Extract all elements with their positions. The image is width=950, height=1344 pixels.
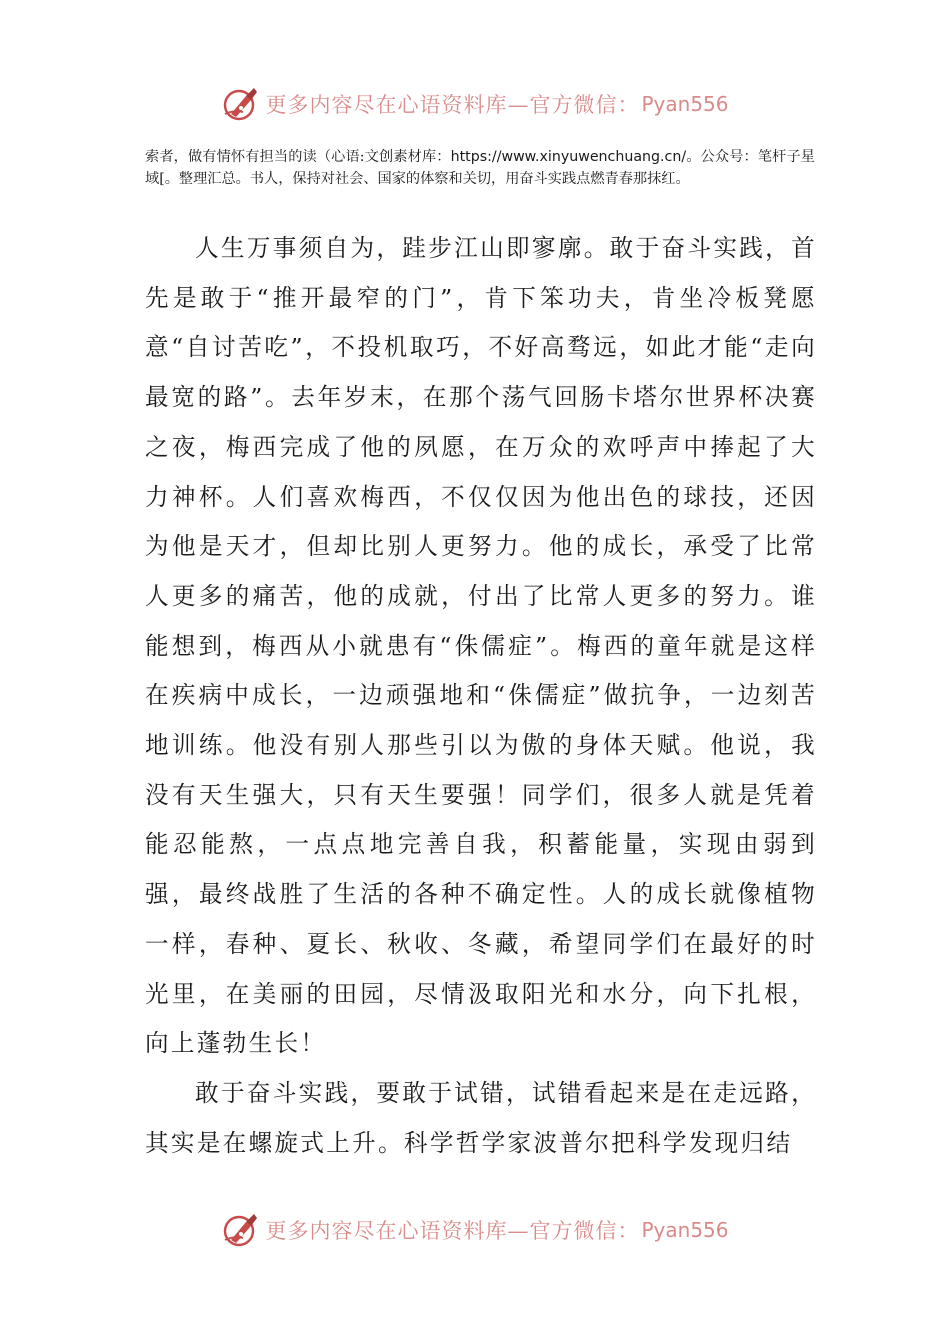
pen-nib-circle-icon [221, 1210, 261, 1250]
intro-text-after-url: 。公众号：笔杆子星域[。整理汇总。书人，保持对社会、国家的体察和关切，用奋斗实践点燃青春那抹红。 [145, 149, 815, 187]
footer-wechat-id: Pyan556 [641, 1218, 729, 1242]
article-body [145, 224, 817, 1168]
footer-banner-text: 更多内容尽在心语资料库—官方微信： [265, 1219, 640, 1243]
header-wechat-id: Pyan556 [641, 92, 729, 116]
header-banner [0, 82, 950, 126]
pen-nib-circle-icon [221, 84, 261, 124]
intro-text-before-url: 索者，做有情怀有担当的读（心语:文创素材库： [145, 149, 451, 165]
intro-text [145, 146, 815, 190]
intro-url[interactable]: https://www.xinyuwenchuang.cn/ [450, 149, 687, 165]
footer-banner [0, 1208, 950, 1252]
paragraph-1: 人生万事须自为，跬步江山即寥廓。敢于奋斗实践，首先是敢于“推开最窄的门”，肯下笨功夫，肯坐冷板凳愿意“自讨苦吃”，不投机取巧，不好高骛远，如此才能“走向最宽的路”。去年岁末，在那个荡气回肠卡塔尔世界杯决赛之夜，梅西完成了他的夙愿，在万众的欢呼声中捧起了大力神杯。人们喜欢梅西，不仅仅因为他出色的球技，还因为他是天才，但却比别人更努力。他的成长，承受了比常人更多的痛苦，他的成就，付出了比常人更多的努力。谁能想到，梅西从小就患有“侏儒症”。梅西的童年就是这样在疾病中成长，一边顽强地和“侏儒症”做抗争，一边刻苦地训练。他没有别人那些引以为傲的身体天赋。他说，我没有天生强大，只有天生要强！同学们，很多人就是凭着能忍能熬，一点点地完善自我，积蓄能量，实现由弱到强，最终战胜了生活的各种不确定性。人的成长就像植物一样，春种、夏长、秋收、冬藏，希望同学们在最好的时光里，在美丽的田园，尽情汲取阳光和水分，向下扎根，向上蓬勃生长！ [145, 234, 817, 1058]
paragraph-2: 敢于奋斗实践，要敢于试错，试错看起来是在走远路，其实是在螺旋式上升。科学哲学家波普尔把科学发现归结 [145, 1078, 817, 1157]
header-banner-text: 更多内容尽在心语资料库—官方微信： [265, 93, 640, 117]
